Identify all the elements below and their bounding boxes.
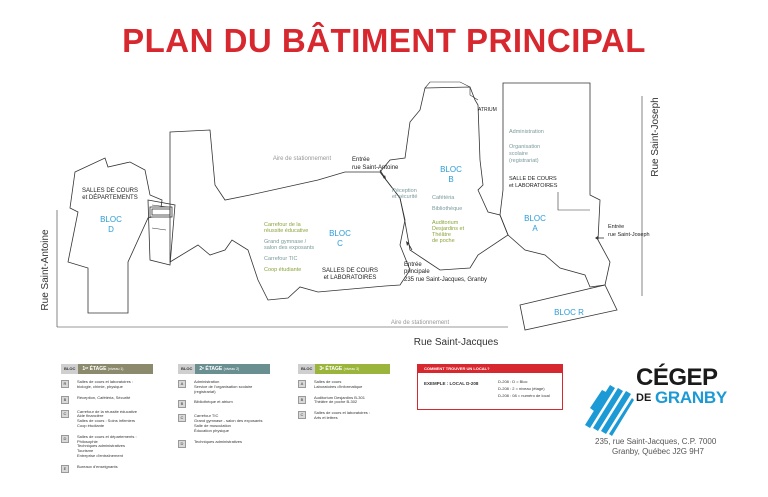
legend-bloc-tag: BLOC: [178, 364, 195, 374]
bloc-d-label-2: D: [108, 225, 114, 234]
legend-item-bloc: C: [298, 411, 306, 419]
legend-item-bloc: D: [61, 435, 69, 443]
howto-example: EXEMPLE : LOCAL D-208: [424, 381, 479, 386]
entrance-antoine-2: rue Saint-Antoine: [352, 165, 399, 171]
room-tic: Carrefour TIC: [264, 256, 298, 262]
legend-item-text: Carrefour TIC Grand gymnase - salon des exposants Salle de musculation Éducation physique: [194, 413, 263, 433]
legend-item: [61, 396, 153, 404]
howto-line-3: D-208 : 08 = numéro de local: [498, 393, 550, 398]
parking-label-bottom: Aire de stationnement: [390, 320, 450, 326]
room-carrefour-2: réussite éducative: [264, 228, 309, 234]
legend-item: [298, 396, 390, 406]
legend-floor-3-title: 3ᵉ ÉTAGE (niveau 3): [315, 364, 390, 374]
legend-item-text: Salles de cours et laboratoires : biologie, chimie, physique: [77, 379, 134, 389]
legend-item: [178, 414, 270, 433]
bloc-c-label-2: C: [337, 239, 343, 248]
address-line-1: 235, rue Saint-Jacques, C.P. 7000: [595, 437, 717, 446]
room-bibliotheque: Bibliothèque: [432, 206, 463, 212]
address-line-2: Granby, Québec J2G 9H7: [612, 447, 704, 456]
howto-line-2: D-208 : 2 = niveau (étage): [498, 386, 545, 391]
room-gym-1: Grand gymnase /: [264, 239, 307, 245]
street-label-saint-joseph: Rue Saint-Joseph: [650, 97, 661, 177]
legend-item-text: Salles de cours Laboratoires d'informatique: [314, 379, 363, 389]
room-reception-2: et sécurité: [392, 194, 418, 200]
room-org-2: scolaire: [509, 151, 528, 157]
legend-item-text: Administration Service de l'organisation scolaire (registrariat): [194, 379, 253, 394]
logo-de: DE: [636, 392, 652, 404]
bloc-d-desc-1: SALLES DE COURS: [81, 188, 139, 194]
entrance-joseph-1: Entrée: [608, 224, 625, 230]
bloc-r-label: BLOC R: [554, 308, 584, 317]
legend-floor-1-title: 1ᵉʳ ÉTAGE (niveau 1): [78, 364, 153, 374]
room-auditorium-1: Auditorium: [432, 220, 459, 226]
bloc-a-desc-2: et LABORATOIRES: [509, 183, 558, 189]
entrance-main-3: 235 rue Saint-Jacques, Granby: [404, 277, 488, 283]
legend-item: [298, 411, 390, 421]
legend-floor-2: [178, 364, 270, 448]
street-label-saint-antoine: Rue Saint-Antoine: [40, 229, 51, 311]
legend-item-text: Salles de cours et départements : Philosophie Techniques administratives Tourisme Entreprise d'entraînement: [77, 433, 137, 458]
entrance-antoine-1: Entrée: [352, 157, 370, 163]
entrance-main-2: principale: [404, 269, 430, 275]
legend-item: [61, 435, 153, 459]
howto-line-1: D-208 : D = Bloc: [498, 379, 528, 384]
legend-item: [178, 380, 270, 394]
bloc-d-outline: [68, 158, 162, 313]
bloc-c-label-1: BLOC: [329, 229, 351, 238]
legend-item: [61, 380, 153, 390]
bloc-c-desc-2: et LABORATOIRES: [323, 275, 377, 281]
legend-item: [178, 440, 270, 448]
howto-header: COMMENT TROUVER UN LOCAL?: [418, 365, 562, 373]
legend-item: [178, 400, 270, 408]
entrance-main-1: Entrée: [404, 262, 422, 268]
street-label-saint-jacques: Rue Saint-Jacques: [413, 337, 499, 348]
legend-item-bloc: A: [178, 380, 186, 388]
legend-floor-3: [298, 364, 390, 421]
legend-item-bloc: E: [61, 465, 69, 473]
howto-box: [417, 364, 563, 410]
legend-item-text: Bibliothèque et atrium: [194, 399, 233, 405]
bloc-d-desc-2: et DÉPARTEMENTS: [82, 195, 138, 201]
room-org-3: (registrariat): [509, 158, 539, 164]
bloc-d-label-1: BLOC: [100, 215, 122, 224]
room-coop: Coop étudiante: [264, 267, 302, 273]
room-org-1: Organisation: [509, 144, 541, 150]
bloc-a-label-1: BLOC: [524, 214, 546, 223]
room-reception-1: Réception: [392, 188, 417, 194]
room-atrium: ATRIUM: [478, 107, 497, 113]
legend-item-text: Auditorium Desjardins B-301 Théâtre de poche B-302: [314, 394, 365, 405]
legend-item-text: Techniques administratives: [194, 438, 243, 444]
map-title: PLAN DU BÂTIMENT PRINCIPAL: [122, 22, 646, 59]
room-auditorium-2: Desjardins et: [432, 226, 465, 232]
legend-bloc-tag: BLOC: [298, 364, 315, 374]
legend-item-bloc: R: [61, 380, 69, 388]
legend-item-bloc: C: [178, 414, 186, 422]
legend-item: [298, 380, 390, 390]
legend-floor-2-title: 2ᵉ ÉTAGE (niveau 2): [195, 364, 270, 374]
legend-item-text: Salles de cours et laboratoires : Arts et lettres: [314, 410, 371, 420]
bloc-b-label-1: BLOC: [440, 165, 462, 174]
legend-item-text: Réception, Cafétéria, Sécurité: [77, 394, 131, 400]
legend-bloc-tag: BLOC: [61, 364, 78, 374]
cegep-logo-icon: [585, 385, 634, 436]
room-gym-2: salon des exposants: [264, 245, 315, 251]
legend-item: [61, 410, 153, 429]
room-carrefour-1: Carrefour de la: [264, 222, 301, 228]
logo-granby: GRANBY: [655, 388, 727, 407]
legend-item-bloc: C: [61, 410, 69, 418]
legend-item-bloc: B: [61, 396, 69, 404]
legend-item: [61, 465, 153, 473]
room-cafeteria: Cafétéria: [432, 195, 455, 201]
bloc-a-label-2: A: [532, 224, 538, 233]
legend-item-text: Bureaux d'enseignants: [77, 463, 118, 469]
legend-item-bloc: A: [298, 380, 306, 388]
legend-item-bloc: D: [178, 440, 186, 448]
legend-item-text: Carrefour de la réussite éducative Aide financière Salles de cours : Soins infirmiers Coop étudiante: [77, 408, 138, 428]
legend-floor-1: [61, 364, 153, 473]
logo-cegep: CÉGEP: [636, 364, 718, 391]
legend-item-bloc: B: [178, 400, 186, 408]
entrance-joseph-2: rue Saint-Joseph: [608, 232, 650, 238]
bloc-b-label-2: B: [448, 175, 454, 184]
bloc-a-desc-1: SALLE DE COURS: [509, 176, 557, 182]
legend-item-bloc: B: [298, 396, 306, 404]
room-administration: Administration: [509, 129, 544, 135]
room-auditorium-4: de poche: [432, 238, 455, 244]
parking-label-top: Aire de stationnement: [272, 156, 332, 162]
room-auditorium-3: Théâtre: [432, 232, 451, 238]
bloc-c-desc-1: SALLES DE COURS: [321, 268, 379, 274]
